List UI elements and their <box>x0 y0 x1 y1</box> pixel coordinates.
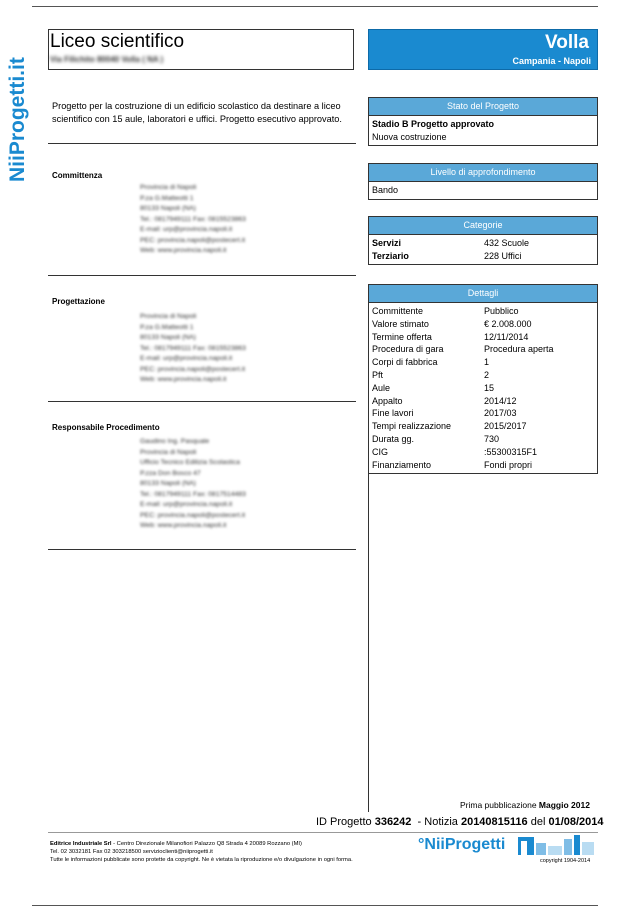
brand-logo: °NiiProgetti <box>418 836 506 853</box>
dettagli-row: Durata gg. 730 <box>372 433 500 444</box>
stato-line1: Stadio B Progetto approvato <box>372 119 495 129</box>
bottom-rule <box>32 905 598 906</box>
livello-value: Bando <box>372 185 399 195</box>
footer-info: Editrice Industriale Srl - Centro Direzionale Milanofiori Palazzo Q8 Strada 4 20089 Rozzano (MI) Tel. 02 3032181 Fax 02 303218500 servizioclienti@niiprogetti.it Tutte le informazioni pubblicate sono protette da copyright. Ne è vietata la riproduzione e/o divulgazione in ogni forma. <box>50 841 353 863</box>
copyright: copyright 1904-2014 <box>540 858 591 864</box>
id-progetto: ID Progetto 336242 - Notizia 20140815116 del 01/08/2014 <box>316 816 604 828</box>
dettagli-row: Committente Pubblico <box>372 306 519 316</box>
dettagli-row: Aule 15 <box>372 382 495 393</box>
progettazione-contact: Provincia di Napoli P.za G.Matteotti 1 80133 Napoli (NA) Tel.: 0817949111 Fax: 0815523863 E-mail: urp@provincia.napoli.it PEC: provincia.napoli@postecert.it Web: www.provincia.napoli.it <box>140 313 246 383</box>
divider <box>48 401 356 402</box>
categoria-row: Terziario 228 Uffici <box>372 250 522 261</box>
livello-header: Livello di approfondimento <box>369 164 597 182</box>
stato-line2: Nuova costruzione <box>372 131 447 142</box>
svg-text:NiiProgetti.it: NiiProgetti.it <box>6 57 29 182</box>
city: Volla <box>545 32 589 53</box>
dettagli-row: Finanziamento Fondi propri <box>372 459 533 470</box>
responsabile-contact: Gaudino Ing. Pasquale Provincia di Napoli Ufficio Tecnico Edilizia Scolastica P.zza Don Bosco 47 80133 Napoli (NA) Tel.: 0817949111 Fax: 0817514483 E-mail: urp@provincia.napoli.it PEC: provincia.napoli@postecert.it Web: www.provincia.napoli.it <box>140 438 246 529</box>
dettagli-row: Fine lavori 2017/03 <box>372 408 517 419</box>
divider <box>48 549 356 550</box>
livello-panel <box>368 163 598 200</box>
dettagli-row: Corpi di fabbrica 1 <box>372 357 490 368</box>
categoria-row: Servizi 432 Scuole <box>372 238 530 248</box>
right-column-line <box>368 474 369 812</box>
project-description: Progetto per la costruzione di un edificio scolastico da destinare a liceo scientifico con 15 aule, laboratori e uffici. Progetto esecutivo approvato. <box>52 101 342 124</box>
dettagli-row: Termine offerta 12/11/2014 <box>372 331 529 342</box>
dettagli-row: CIG :55300315F1 <box>372 446 538 457</box>
progettazione-label: Progettazione <box>52 297 105 306</box>
footer-divider <box>48 832 598 833</box>
page-title: Liceo scientifico <box>50 31 185 52</box>
divider <box>48 275 356 276</box>
committenza-label: Committenza <box>52 171 103 180</box>
divider <box>48 143 356 144</box>
stato-header: Stato del Progetto <box>369 98 597 116</box>
prima-pubblicazione: Prima pubblicazione Maggio 2012 <box>460 800 590 810</box>
stato-panel <box>368 97 598 146</box>
address: Via Filichito 80040 Volla ( NA ) <box>50 55 164 64</box>
dettagli-row: Pft 2 <box>372 369 490 380</box>
categorie-header: Categorie <box>369 217 597 235</box>
region: Campania - Napoli <box>512 56 591 66</box>
dettagli-row: Procedura di gara Procedura aperta <box>372 344 554 355</box>
dettagli-row: Appalto 2014/12 <box>372 395 517 406</box>
vertical-logo <box>2 34 30 184</box>
dettagli-panel <box>368 284 598 474</box>
city-box <box>368 29 598 70</box>
top-rule <box>32 6 598 7</box>
responsabile-label: Responsabile Procedimento <box>52 423 160 432</box>
dettagli-row: Valore stimato € 2.008.000 <box>372 318 532 329</box>
committenza-contact: Provincia di Napoli P.za G.Matteotti 1 80133 Napoli (NA) Tel.: 0817949111 Fax: 0815523863 E-mail: urp@provincia.napoli.it PEC: provincia.napoli@postecert.it Web: www.provincia.napoli.it <box>140 184 246 254</box>
dettagli-header: Dettagli <box>369 285 597 303</box>
skyline-icon <box>518 833 596 855</box>
categorie-panel <box>368 216 598 265</box>
dettagli-row: Tempi realizzazione 2015/2017 <box>372 421 527 432</box>
